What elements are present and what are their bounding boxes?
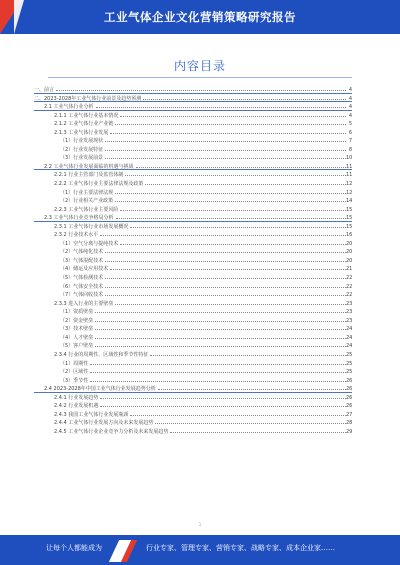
toc-leader-dots: [100, 406, 346, 407]
toc-entry-page: 6: [348, 129, 352, 136]
toc-entry-page: 23: [346, 309, 353, 316]
toc-entry[interactable]: [34, 360, 352, 369]
toc-entry[interactable]: [34, 231, 352, 240]
toc-leader-dots: [125, 175, 346, 176]
toc-entry-page: 5: [348, 121, 352, 128]
toc-entry[interactable]: [34, 428, 352, 437]
toc-leader-dots: [115, 201, 346, 202]
toc-entry[interactable]: [34, 351, 352, 360]
toc-entry[interactable]: [34, 189, 352, 198]
toc-entry[interactable]: [34, 180, 352, 189]
toc-leader-dots: [155, 423, 346, 424]
toc-entry-label: （2）气体纯化技术: [60, 249, 104, 256]
toc-entry-label: （6）气体安全技术: [60, 283, 104, 290]
toc-leader-dots: [105, 295, 346, 296]
report-title: 工业气体企业文化营销策略研究报告: [104, 10, 296, 24]
toc-entry-page: 15: [346, 206, 353, 213]
toc-entry-page: 24: [346, 334, 353, 341]
toc-entry-label: 2.2.2 工业气体行业主要法律法规及政策: [54, 181, 144, 188]
toc-entry-page: 8: [348, 146, 352, 153]
toc-leader-dots: [115, 193, 346, 194]
toc-entry-page: 4: [348, 104, 352, 111]
toc-entry-label: 2.3.1 工业气体行业市场发展概况: [54, 223, 129, 230]
toc-leader-dots: [105, 141, 346, 142]
toc-entry-label: （2）行业发展特征: [60, 146, 104, 153]
toc-entry-page: 23: [346, 300, 353, 307]
toc-entry-page: 20: [346, 249, 353, 256]
toc-leader-dots: [145, 184, 346, 185]
toc-leader-dots: [158, 389, 346, 390]
toc-leader-dots: [150, 355, 346, 356]
toc-entry-label: （3）技术壁垒: [60, 326, 94, 333]
toc-entry-label: （4）储运及应用技术: [60, 266, 109, 273]
toc-entry-page: 12: [346, 189, 353, 196]
toc-entry-label: 一、前言: [34, 87, 55, 93]
toc-entry-label: 2.4.1 行业发展趋势: [54, 394, 99, 401]
toc-entry[interactable]: [34, 163, 352, 172]
toc-entry[interactable]: [34, 137, 352, 146]
toc-entry-page: 4: [348, 112, 352, 119]
toc-heading-divider: [48, 77, 352, 78]
toc-entry-label: （1）行业发展现状: [60, 138, 104, 145]
toc-entry-underline: [34, 110, 352, 111]
toc-leader-dots: [105, 261, 346, 262]
toc-entry-label: （2）区域性: [60, 369, 89, 376]
toc-entry[interactable]: [34, 385, 352, 394]
toc-entry-label: 2.3.4 行业的周期性、区域性和季节性特征: [54, 351, 149, 358]
toc-entry[interactable]: [34, 419, 352, 428]
toc-entry-page: 25: [346, 360, 353, 367]
toc-entry[interactable]: [34, 325, 352, 334]
toc-entry-page: 14: [346, 198, 353, 205]
toc-leader-dots: [120, 244, 346, 245]
toc-leader-dots: [90, 381, 346, 382]
toc-leader-dots: [95, 346, 346, 347]
toc-entry[interactable]: [34, 308, 352, 317]
toc-entry[interactable]: [34, 248, 352, 257]
toc-entry-page: 4: [348, 95, 352, 102]
toc-entry[interactable]: [34, 146, 352, 155]
toc-leader-dots: [105, 278, 346, 279]
toc-entry-page: 29: [346, 428, 353, 435]
header-banner: [0, 0, 400, 34]
toc-entry-underline: [34, 221, 352, 222]
toc-entry[interactable]: [34, 317, 352, 326]
toc-entry-page: 22: [346, 292, 353, 299]
toc-leader-dots: [95, 321, 346, 322]
toc-entry-label: 2.4.5 工业气体行业企业竞争力分析及未来发展趋势: [54, 428, 169, 435]
toc-entry[interactable]: [34, 112, 352, 121]
toc-entry[interactable]: [34, 300, 352, 309]
toc-leader-dots: [100, 235, 346, 236]
toc-leader-dots: [90, 364, 346, 365]
toc-leader-dots: [115, 304, 346, 305]
toc-entry-label: 2.2 工业气体行业发展面临的机遇与挑战: [44, 163, 134, 170]
toc-entry[interactable]: [34, 95, 352, 104]
toc-entry-underline: [34, 101, 352, 102]
toc-entry-page: 11: [346, 163, 353, 170]
toc-entry-label: 2.4.4 工业气体行业发展方向及未来发展趋势: [54, 420, 154, 427]
toc-leader-dots: [120, 210, 346, 211]
toc-entry[interactable]: [34, 342, 352, 351]
toc-entry-label: （2）资金壁垒: [60, 317, 94, 324]
toc-leader-dots: [130, 415, 346, 416]
toc-entry-label: （1）周期性: [60, 360, 89, 367]
toc-leader-dots: [100, 398, 346, 399]
toc-entry[interactable]: [34, 291, 352, 300]
toc-entry-page: 24: [346, 343, 353, 350]
toc-entry[interactable]: [34, 257, 352, 266]
toc-entry-label: 2.1 工业气体行业分析: [44, 104, 94, 111]
toc-entry-label: 2.1.2 工业气体行业产业链: [54, 121, 114, 128]
toc-entry-page: 20: [346, 240, 353, 247]
toc-entry-label: （3）行业发展前景: [60, 155, 104, 162]
toc-entry-page: 22: [346, 275, 353, 282]
toc-entry-page: 12: [346, 181, 353, 188]
footer-slogan-right: 行业专家、管理专家、营销专家、战略专家、成本企业家……: [146, 544, 335, 552]
toc-entry-page: 10: [346, 155, 353, 162]
toc-entry[interactable]: [34, 283, 352, 292]
toc-entry-page: 26: [346, 377, 353, 384]
toc-entry-page: 15: [346, 215, 353, 222]
toc-entry[interactable]: [34, 171, 352, 180]
toc-leader-dots: [115, 124, 346, 125]
toc-leader-dots: [136, 167, 346, 168]
toc-leader-dots: [56, 90, 346, 91]
toc-entry[interactable]: [34, 334, 352, 343]
toc-entry[interactable]: [34, 154, 352, 163]
toc-entry-label: 二、2023-2028年工业气体行业前景及趋势预测: [34, 95, 142, 102]
toc-entry-page: 20: [346, 257, 353, 264]
toc-entry[interactable]: [34, 240, 352, 249]
toc-entry-label: 2.3.3 进入行业的主要壁垒: [54, 300, 114, 307]
toc-entry[interactable]: [34, 411, 352, 420]
toc-entry[interactable]: [34, 214, 352, 223]
toc-entry-page: 23: [346, 317, 353, 324]
table-of-contents: [34, 86, 352, 436]
toc-entry-label: （3）气体混配技术: [60, 257, 104, 264]
toc-entry-label: 2.3.2 行业技术水平: [54, 232, 99, 239]
toc-leader-dots: [105, 150, 346, 151]
toc-entry-page: 11: [346, 172, 353, 179]
toc-entry-label: （5）客户壁垒: [60, 343, 94, 350]
toc-entry-label: 2.4.2 行业发展机遇: [54, 403, 99, 410]
footer-banner: [0, 535, 400, 565]
toc-entry-page: 7: [348, 138, 352, 145]
toc-leader-dots: [143, 99, 346, 100]
toc-entry-page: 21: [346, 266, 353, 273]
toc-entry-underline: [34, 392, 352, 393]
toc-leader-dots: [96, 107, 346, 108]
toc-entry-label: （1）资质壁垒: [60, 309, 94, 316]
toc-entry[interactable]: [34, 394, 352, 403]
toc-entry-label: 2.3 工业气体行业竞争格局分析: [44, 215, 114, 222]
toc-leader-dots: [95, 338, 346, 339]
toc-entry-page: 24: [346, 326, 353, 333]
toc-leader-dots: [90, 372, 346, 373]
toc-entry-label: 2.2.1 行业主管部门及监管体制: [54, 172, 124, 179]
toc-entry[interactable]: [34, 103, 352, 112]
toc-entry-page: 26: [346, 403, 353, 410]
toc-leader-dots: [105, 252, 346, 253]
toc-entry[interactable]: [34, 402, 352, 411]
toc-heading: 内容目录: [173, 59, 226, 73]
toc-entry-label: 2.4 2023-2028年中国工业气体行业发展趋势分析: [44, 386, 156, 393]
toc-entry[interactable]: [34, 206, 352, 215]
toc-entry-page: 28: [346, 420, 353, 427]
toc-entry-label: 2.1.1 工业气体行业基本情况: [54, 112, 119, 119]
toc-entry-page: 22: [346, 283, 353, 290]
toc-leader-dots: [110, 269, 346, 270]
footer-slogan-left: 让每个人都能成为: [46, 544, 102, 552]
toc-entry[interactable]: [34, 120, 352, 129]
toc-entry-page: 25: [346, 369, 353, 376]
toc-entry-page: 4: [348, 87, 352, 93]
toc-entry[interactable]: [34, 368, 352, 377]
toc-entry-page: 15: [346, 223, 353, 230]
toc-entry-label: （1）空气分离与提纯技术: [60, 240, 119, 247]
toc-entry[interactable]: [34, 274, 352, 283]
toc-entry-label: 2.4.3 我国工业气体行业发展瓶颈: [54, 411, 129, 418]
toc-entry-page: 26: [346, 394, 353, 401]
toc-entry[interactable]: [34, 197, 352, 206]
toc-entry-page: 16: [346, 232, 353, 239]
toc-entry-label: （2）行业相关产业政策: [60, 198, 114, 205]
toc-entry-label: （7）气体回收技术: [60, 292, 104, 299]
toc-entry[interactable]: [34, 86, 352, 95]
toc-entry-page: 25: [346, 351, 353, 358]
toc-entry-label: 2.1.3 工业气体行业发展: [54, 129, 109, 136]
toc-leader-dots: [116, 218, 346, 219]
toc-entry[interactable]: [34, 223, 352, 232]
toc-leader-dots: [95, 329, 346, 330]
toc-entry-label: （1）行业主要法律法规: [60, 189, 114, 196]
toc-entry-label: （5）气体检测技术: [60, 275, 104, 282]
toc-entry[interactable]: [34, 129, 352, 138]
toc-entry[interactable]: [34, 377, 352, 386]
toc-entry-underline: [34, 169, 352, 170]
toc-entry-label: （4）人才壁垒: [60, 334, 94, 341]
toc-leader-dots: [105, 158, 346, 159]
toc-entry-underline: [34, 93, 352, 94]
toc-entry-page: 27: [346, 411, 353, 418]
toc-leader-dots: [95, 312, 346, 313]
toc-entry-label: 2.2.3 工业气体行业主要风险: [54, 206, 119, 213]
toc-leader-dots: [120, 116, 346, 117]
toc-leader-dots: [105, 287, 346, 288]
toc-leader-dots: [110, 133, 346, 134]
toc-entry-label: （3）季节性: [60, 377, 89, 384]
page-number: 1: [198, 522, 202, 527]
toc-leader-dots: [130, 227, 346, 228]
toc-entry-page: 26: [346, 386, 353, 393]
toc-entry[interactable]: [34, 265, 352, 274]
toc-leader-dots: [170, 432, 346, 433]
